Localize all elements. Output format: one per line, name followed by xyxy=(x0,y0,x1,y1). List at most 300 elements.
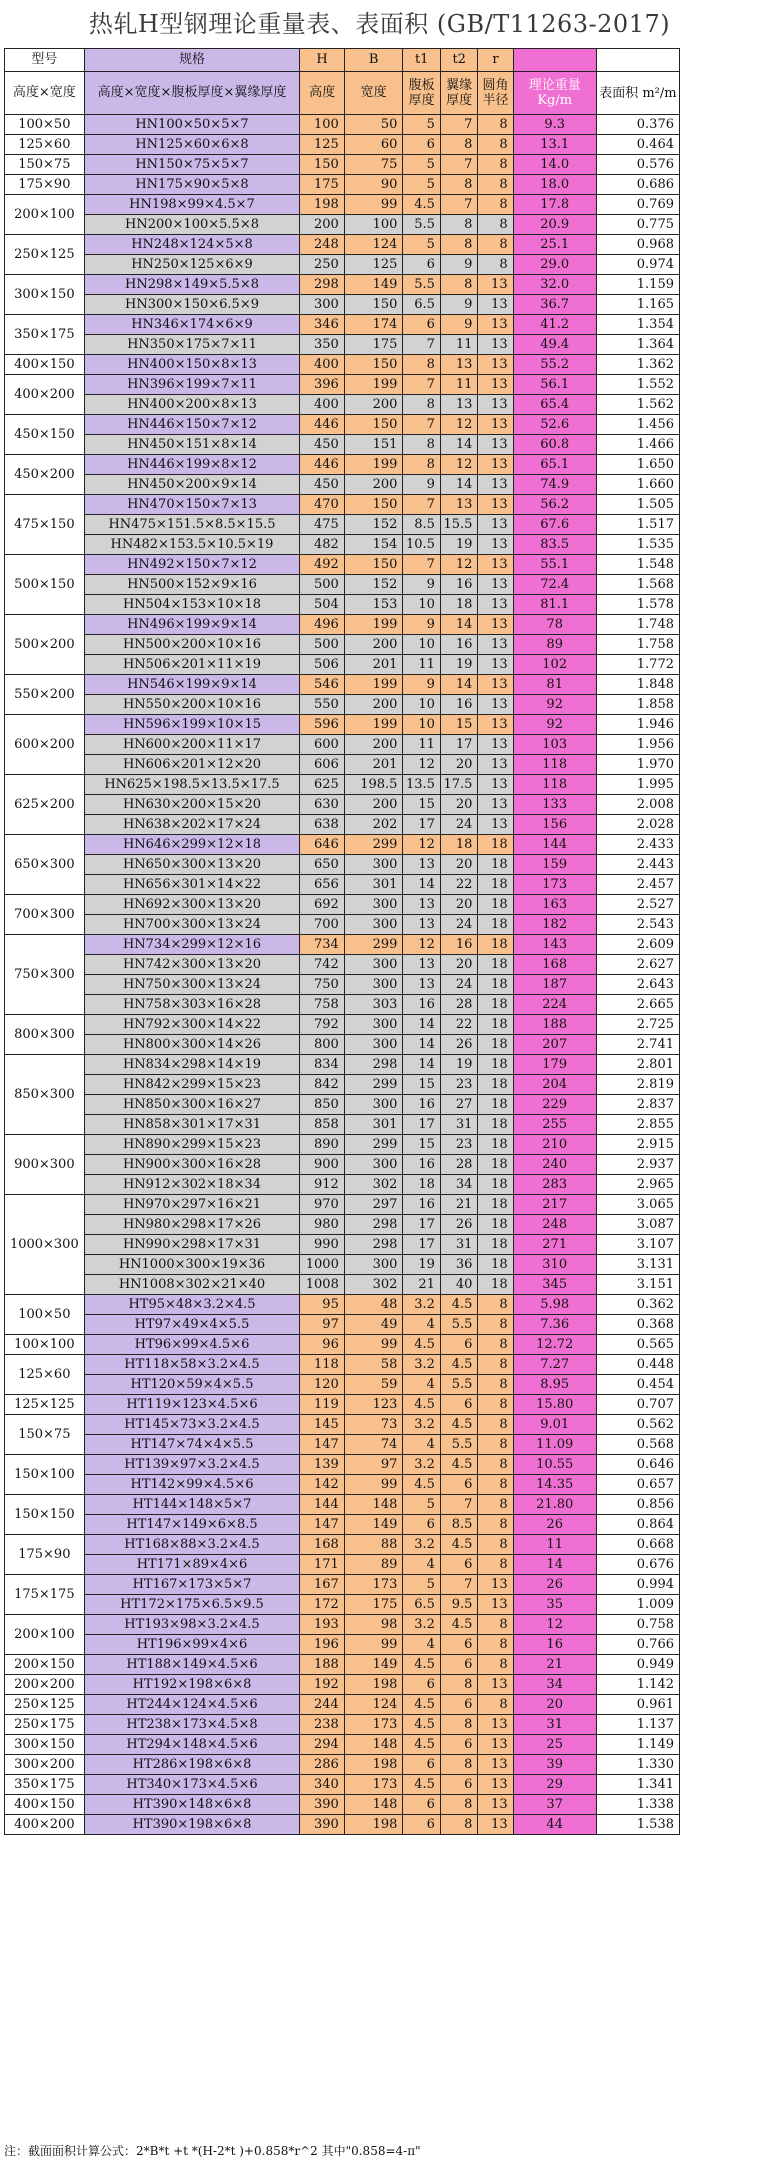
b-cell: 149 xyxy=(344,1515,403,1535)
b-cell: 300 xyxy=(344,975,403,995)
r-cell: 18 xyxy=(478,1235,513,1255)
t1-cell: 11 xyxy=(403,735,441,755)
b-cell: 149 xyxy=(344,1655,403,1675)
area-cell: 0.576 xyxy=(596,155,679,175)
b-cell: 49 xyxy=(344,1315,403,1335)
r-cell: 13 xyxy=(478,1575,513,1595)
weight-cell: 89 xyxy=(513,635,596,655)
b-cell: 300 xyxy=(344,915,403,935)
b-cell: 300 xyxy=(344,1155,403,1175)
spec-cell: HT340×173×4.5×6 xyxy=(84,1775,300,1795)
b-cell: 298 xyxy=(344,1215,403,1235)
table-row xyxy=(5,795,680,815)
h-cell: 500 xyxy=(300,575,345,595)
weight-cell: 92 xyxy=(513,695,596,715)
r-cell: 13 xyxy=(478,335,513,355)
r-cell: 8 xyxy=(478,1635,513,1655)
area-cell: 1.338 xyxy=(596,1795,679,1815)
type-cell: 200×200 xyxy=(5,1675,85,1695)
t1-cell: 3.2 xyxy=(403,1535,441,1555)
area-cell: 0.686 xyxy=(596,175,679,195)
t2-cell: 24 xyxy=(440,915,478,935)
r-cell: 13 xyxy=(478,1755,513,1775)
weight-cell: 44 xyxy=(513,1815,596,1835)
h-cell: 238 xyxy=(300,1715,345,1735)
type-cell: 450×200 xyxy=(5,455,85,495)
h-cell: 850 xyxy=(300,1095,345,1115)
t2-cell: 36 xyxy=(440,1255,478,1275)
area-cell: 3.087 xyxy=(596,1215,679,1235)
area-cell: 2.937 xyxy=(596,1155,679,1175)
spec-cell: HN396×199×7×11 xyxy=(84,375,300,395)
header-surface-area: 表面积 m²/m xyxy=(596,72,679,115)
t2-cell: 28 xyxy=(440,1155,478,1175)
area-cell: 0.362 xyxy=(596,1295,679,1315)
spec-cell: HN400×150×8×13 xyxy=(84,355,300,375)
type-cell: 150×100 xyxy=(5,1455,85,1495)
table-row xyxy=(5,1075,680,1095)
table-row xyxy=(5,135,680,155)
t1-cell: 17 xyxy=(403,1215,441,1235)
h-cell: 638 xyxy=(300,815,345,835)
spec-cell: HT390×148×6×8 xyxy=(84,1795,300,1815)
t2-cell: 8 xyxy=(440,1675,478,1695)
area-cell: 1.535 xyxy=(596,535,679,555)
r-cell: 18 xyxy=(478,1035,513,1055)
weight-cell: 39 xyxy=(513,1755,596,1775)
t2-cell: 8 xyxy=(440,235,478,255)
table-row xyxy=(5,435,680,455)
spec-cell: HN990×298×17×31 xyxy=(84,1235,300,1255)
spec-cell: HN550×200×10×16 xyxy=(84,695,300,715)
r-cell: 13 xyxy=(478,555,513,575)
r-cell: 8 xyxy=(478,1315,513,1335)
h-cell: 294 xyxy=(300,1735,345,1755)
h-cell: 97 xyxy=(300,1315,345,1335)
t1-cell: 3.2 xyxy=(403,1415,441,1435)
h-cell: 192 xyxy=(300,1675,345,1695)
b-cell: 173 xyxy=(344,1775,403,1795)
table-row xyxy=(5,635,680,655)
t2-cell: 23 xyxy=(440,1135,478,1155)
header-row-1 xyxy=(5,49,680,72)
type-cell: 475×150 xyxy=(5,495,85,555)
t1-cell: 4 xyxy=(403,1375,441,1395)
r-cell: 8 xyxy=(478,1695,513,1715)
h-cell: 196 xyxy=(300,1635,345,1655)
spec-cell: HN970×297×16×21 xyxy=(84,1195,300,1215)
r-cell: 18 xyxy=(478,935,513,955)
b-cell: 200 xyxy=(344,635,403,655)
area-cell: 0.568 xyxy=(596,1435,679,1455)
r-cell: 8 xyxy=(478,1295,513,1315)
t1-cell: 18 xyxy=(403,1175,441,1195)
table-row xyxy=(5,1295,680,1315)
t2-cell: 11 xyxy=(440,335,478,355)
r-cell: 18 xyxy=(478,1055,513,1075)
spec-cell: HN742×300×13×20 xyxy=(84,955,300,975)
area-cell: 2.627 xyxy=(596,955,679,975)
spec-cell: HN650×300×13×20 xyxy=(84,855,300,875)
r-cell: 13 xyxy=(478,455,513,475)
table-row xyxy=(5,1535,680,1555)
spec-cell: HN346×174×6×9 xyxy=(84,315,300,335)
area-cell: 3.151 xyxy=(596,1275,679,1295)
weight-cell: 156 xyxy=(513,815,596,835)
weight-cell: 179 xyxy=(513,1055,596,1075)
spec-cell: HN980×298×17×26 xyxy=(84,1215,300,1235)
t1-cell: 17 xyxy=(403,815,441,835)
spec-cell: HN250×125×6×9 xyxy=(84,255,300,275)
b-cell: 73 xyxy=(344,1415,403,1435)
b-cell: 89 xyxy=(344,1555,403,1575)
t2-cell: 19 xyxy=(440,535,478,555)
h-cell: 400 xyxy=(300,355,345,375)
h-cell: 144 xyxy=(300,1495,345,1515)
weight-cell: 35 xyxy=(513,1595,596,1615)
t1-cell: 8 xyxy=(403,395,441,415)
weight-cell: 9.3 xyxy=(513,115,596,135)
h-cell: 742 xyxy=(300,955,345,975)
b-cell: 198.5 xyxy=(344,775,403,795)
table-row xyxy=(5,1575,680,1595)
spec-cell: HN475×151.5×8.5×15.5 xyxy=(84,515,300,535)
spec-cell: HT192×198×6×8 xyxy=(84,1675,300,1695)
weight-cell: 81 xyxy=(513,675,596,695)
type-cell: 150×75 xyxy=(5,155,85,175)
spec-cell: HN100×50×5×7 xyxy=(84,115,300,135)
b-cell: 150 xyxy=(344,415,403,435)
r-cell: 18 xyxy=(478,1075,513,1095)
area-cell: 1.137 xyxy=(596,1715,679,1735)
h-cell: 396 xyxy=(300,375,345,395)
type-cell: 900×300 xyxy=(5,1135,85,1195)
weight-cell: 14.35 xyxy=(513,1475,596,1495)
b-cell: 75 xyxy=(344,155,403,175)
area-cell: 0.766 xyxy=(596,1635,679,1655)
t2-cell: 13 xyxy=(440,355,478,375)
b-cell: 99 xyxy=(344,1635,403,1655)
h-cell: 119 xyxy=(300,1395,345,1415)
spec-cell: HN450×151×8×14 xyxy=(84,435,300,455)
spec-cell: HT147×74×4×5.5 xyxy=(84,1435,300,1455)
t2-cell: 5.5 xyxy=(440,1315,478,1335)
b-cell: 199 xyxy=(344,375,403,395)
b-cell: 148 xyxy=(344,1735,403,1755)
area-cell: 0.994 xyxy=(596,1575,679,1595)
h-cell: 606 xyxy=(300,755,345,775)
r-cell: 8 xyxy=(478,1495,513,1515)
type-cell: 400×150 xyxy=(5,355,85,375)
h-cell: 340 xyxy=(300,1775,345,1795)
t2-cell: 31 xyxy=(440,1235,478,1255)
b-cell: 150 xyxy=(344,495,403,515)
table-row xyxy=(5,555,680,575)
h-cell: 750 xyxy=(300,975,345,995)
h-cell: 298 xyxy=(300,275,345,295)
area-cell: 2.443 xyxy=(596,855,679,875)
weight-cell: 240 xyxy=(513,1155,596,1175)
type-cell: 300×150 xyxy=(5,1735,85,1755)
table-row xyxy=(5,275,680,295)
b-cell: 173 xyxy=(344,1575,403,1595)
h-cell: 139 xyxy=(300,1455,345,1475)
header-fillet-radius: 圆角半径 xyxy=(478,72,513,115)
t2-cell: 28 xyxy=(440,995,478,1015)
r-cell: 13 xyxy=(478,675,513,695)
t2-cell: 6 xyxy=(440,1695,478,1715)
h-cell: 96 xyxy=(300,1335,345,1355)
t2-cell: 16 xyxy=(440,935,478,955)
area-cell: 1.159 xyxy=(596,275,679,295)
area-cell: 0.974 xyxy=(596,255,679,275)
t1-cell: 8 xyxy=(403,455,441,475)
t1-cell: 5.5 xyxy=(403,215,441,235)
h-cell: 350 xyxy=(300,335,345,355)
type-cell: 700×300 xyxy=(5,895,85,935)
t2-cell: 24 xyxy=(440,815,478,835)
table-row xyxy=(5,995,680,1015)
t2-cell: 12 xyxy=(440,555,478,575)
r-cell: 13 xyxy=(478,355,513,375)
b-cell: 299 xyxy=(344,1135,403,1155)
table-row xyxy=(5,835,680,855)
spec-cell: HT238×173×4.5×8 xyxy=(84,1715,300,1735)
r-cell: 13 xyxy=(478,435,513,455)
h-cell: 193 xyxy=(300,1615,345,1635)
h-cell: 95 xyxy=(300,1295,345,1315)
r-cell: 8 xyxy=(478,215,513,235)
h-cell: 120 xyxy=(300,1375,345,1395)
table-row xyxy=(5,295,680,315)
weight-cell: 83.5 xyxy=(513,535,596,555)
spec-cell: HN834×298×14×19 xyxy=(84,1055,300,1075)
b-cell: 99 xyxy=(344,1475,403,1495)
type-cell: 300×200 xyxy=(5,1755,85,1775)
table-row xyxy=(5,1255,680,1275)
header-width: 宽度 xyxy=(344,72,403,115)
r-cell: 13 xyxy=(478,315,513,335)
r-cell: 18 xyxy=(478,1255,513,1275)
table-row xyxy=(5,915,680,935)
t1-cell: 6 xyxy=(403,1515,441,1535)
area-cell: 1.466 xyxy=(596,435,679,455)
spec-cell: HN750×300×13×24 xyxy=(84,975,300,995)
area-cell: 2.665 xyxy=(596,995,679,1015)
type-cell: 350×175 xyxy=(5,1775,85,1795)
t1-cell: 21 xyxy=(403,1275,441,1295)
b-cell: 198 xyxy=(344,1675,403,1695)
b-cell: 48 xyxy=(344,1295,403,1315)
t1-cell: 12 xyxy=(403,835,441,855)
t1-cell: 14 xyxy=(403,1055,441,1075)
type-cell: 1000×300 xyxy=(5,1195,85,1295)
t2-cell: 5.5 xyxy=(440,1375,478,1395)
h-cell: 100 xyxy=(300,115,345,135)
t2-cell: 8 xyxy=(440,1715,478,1735)
r-cell: 8 xyxy=(478,1375,513,1395)
spec-cell: HN400×200×8×13 xyxy=(84,395,300,415)
type-cell: 450×150 xyxy=(5,415,85,455)
t2-cell: 8 xyxy=(440,1755,478,1775)
t1-cell: 5 xyxy=(403,1495,441,1515)
table-row xyxy=(5,1695,680,1715)
t1-cell: 6 xyxy=(403,1675,441,1695)
t2-cell: 8 xyxy=(440,275,478,295)
weight-cell: 12.72 xyxy=(513,1335,596,1355)
spec-cell: HN504×153×10×18 xyxy=(84,595,300,615)
area-cell: 1.330 xyxy=(596,1755,679,1775)
b-cell: 175 xyxy=(344,335,403,355)
r-cell: 18 xyxy=(478,1215,513,1235)
table-row xyxy=(5,1555,680,1575)
type-cell: 200×100 xyxy=(5,1615,85,1655)
spec-cell: HT171×89×4×6 xyxy=(84,1555,300,1575)
t2-cell: 22 xyxy=(440,875,478,895)
spec-cell: HT118×58×3.2×4.5 xyxy=(84,1355,300,1375)
weight-cell: 92 xyxy=(513,715,596,735)
t1-cell: 6.5 xyxy=(403,295,441,315)
t1-cell: 3.2 xyxy=(403,1615,441,1635)
h-cell: 147 xyxy=(300,1515,345,1535)
weight-cell: 56.2 xyxy=(513,495,596,515)
h-cell: 286 xyxy=(300,1755,345,1775)
b-cell: 150 xyxy=(344,555,403,575)
b-cell: 299 xyxy=(344,835,403,855)
table-row xyxy=(5,1595,680,1615)
b-cell: 59 xyxy=(344,1375,403,1395)
h-cell: 800 xyxy=(300,1035,345,1055)
spec-cell: HN800×300×14×26 xyxy=(84,1035,300,1055)
t1-cell: 10 xyxy=(403,635,441,655)
area-cell: 1.538 xyxy=(596,1815,679,1835)
r-cell: 13 xyxy=(478,815,513,835)
table-row xyxy=(5,735,680,755)
r-cell: 13 xyxy=(478,615,513,635)
b-cell: 199 xyxy=(344,675,403,695)
weight-cell: 55.2 xyxy=(513,355,596,375)
t2-cell: 6 xyxy=(440,1475,478,1495)
area-cell: 2.643 xyxy=(596,975,679,995)
spec-cell: HN630×200×15×20 xyxy=(84,795,300,815)
header-t1: t1 xyxy=(403,49,441,72)
b-cell: 300 xyxy=(344,1255,403,1275)
t2-cell: 24 xyxy=(440,975,478,995)
t2-cell: 16 xyxy=(440,635,478,655)
weight-cell: 41.2 xyxy=(513,315,596,335)
t2-cell: 22 xyxy=(440,1015,478,1035)
weight-cell: 60.8 xyxy=(513,435,596,455)
area-cell: 3.065 xyxy=(596,1195,679,1215)
b-cell: 58 xyxy=(344,1355,403,1375)
h-cell: 1000 xyxy=(300,1255,345,1275)
weight-cell: 10.55 xyxy=(513,1455,596,1475)
h-cell: 842 xyxy=(300,1075,345,1095)
table-row xyxy=(5,615,680,635)
table-row xyxy=(5,1635,680,1655)
h-cell: 470 xyxy=(300,495,345,515)
header-web-thickness: 腹板厚度 xyxy=(403,72,441,115)
t1-cell: 10.5 xyxy=(403,535,441,555)
h-cell: 504 xyxy=(300,595,345,615)
t2-cell: 5.5 xyxy=(440,1435,478,1455)
t1-cell: 4 xyxy=(403,1635,441,1655)
table-row xyxy=(5,1795,680,1815)
weight-cell: 20.9 xyxy=(513,215,596,235)
r-cell: 18 xyxy=(478,1115,513,1135)
b-cell: 88 xyxy=(344,1535,403,1555)
type-cell: 175×90 xyxy=(5,1535,85,1575)
t2-cell: 6 xyxy=(440,1655,478,1675)
h-cell: 300 xyxy=(300,295,345,315)
table-row xyxy=(5,775,680,795)
weight-cell: 8.95 xyxy=(513,1375,596,1395)
r-cell: 8 xyxy=(478,1395,513,1415)
area-cell: 1.009 xyxy=(596,1595,679,1615)
spec-cell: HN912×302×18×34 xyxy=(84,1175,300,1195)
area-cell: 2.801 xyxy=(596,1055,679,1075)
t1-cell: 16 xyxy=(403,1155,441,1175)
spec-cell: HT97×49×4×5.5 xyxy=(84,1315,300,1335)
area-cell: 3.107 xyxy=(596,1235,679,1255)
t1-cell: 13 xyxy=(403,855,441,875)
h-cell: 200 xyxy=(300,215,345,235)
b-cell: 60 xyxy=(344,135,403,155)
header-h: H xyxy=(300,49,345,72)
weight-cell: 49.4 xyxy=(513,335,596,355)
t1-cell: 8 xyxy=(403,435,441,455)
weight-cell: 15.80 xyxy=(513,1395,596,1415)
table-row xyxy=(5,1495,680,1515)
area-cell: 1.517 xyxy=(596,515,679,535)
t1-cell: 9 xyxy=(403,575,441,595)
spec-cell: HN890×299×15×23 xyxy=(84,1135,300,1155)
header-area-blank xyxy=(596,49,679,72)
spec-cell: HN446×150×7×12 xyxy=(84,415,300,435)
t2-cell: 40 xyxy=(440,1275,478,1295)
r-cell: 18 xyxy=(478,955,513,975)
t1-cell: 9 xyxy=(403,615,441,635)
steel-weight-table xyxy=(4,48,680,1835)
area-cell: 1.568 xyxy=(596,575,679,595)
header-spec: 规格 xyxy=(84,49,300,72)
b-cell: 300 xyxy=(344,1095,403,1115)
h-cell: 630 xyxy=(300,795,345,815)
h-cell: 500 xyxy=(300,635,345,655)
type-cell: 125×60 xyxy=(5,135,85,155)
weight-cell: 7.27 xyxy=(513,1355,596,1375)
area-cell: 2.915 xyxy=(596,1135,679,1155)
area-cell: 1.650 xyxy=(596,455,679,475)
t2-cell: 20 xyxy=(440,955,478,975)
spec-cell: HN150×75×5×7 xyxy=(84,155,300,175)
type-cell: 550×200 xyxy=(5,675,85,715)
type-cell: 850×300 xyxy=(5,1055,85,1135)
b-cell: 90 xyxy=(344,175,403,195)
b-cell: 124 xyxy=(344,1695,403,1715)
table-row xyxy=(5,755,680,775)
area-cell: 1.772 xyxy=(596,655,679,675)
r-cell: 8 xyxy=(478,1335,513,1355)
table-row xyxy=(5,1675,680,1695)
table-row xyxy=(5,1115,680,1135)
t2-cell: 14 xyxy=(440,475,478,495)
spec-cell: HN646×299×12×18 xyxy=(84,835,300,855)
h-cell: 496 xyxy=(300,615,345,635)
type-cell: 100×50 xyxy=(5,115,85,135)
t1-cell: 14 xyxy=(403,1015,441,1035)
area-cell: 1.578 xyxy=(596,595,679,615)
